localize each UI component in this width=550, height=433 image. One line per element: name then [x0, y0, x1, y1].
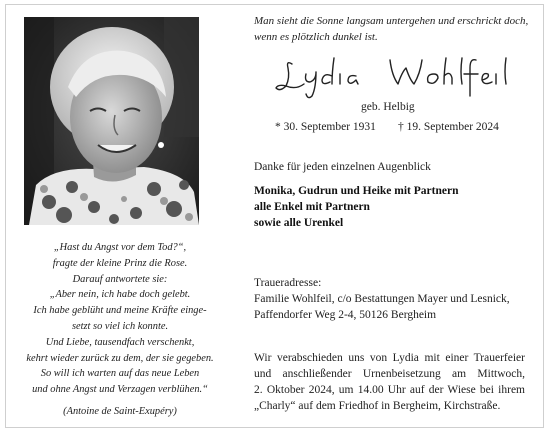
quote-line: Darauf antwortete sie: [72, 273, 168, 285]
address-line: Familie Wohlfeil, c/o Bestattungen Mayer und Lesnick, [254, 293, 510, 305]
funeral-line: „Charly“ auf dem Friedhof in Bergheim, Kirchstraße. [254, 400, 501, 412]
address-line: Paffendorfer Weg 2-4, 50126 Bergheim [254, 309, 437, 321]
quote-line: „Hast du Angst vor dem Tod?“, [53, 242, 187, 253]
signature-text: Lydia Wohlfeil [397, 100, 403, 101]
opening-verse [254, 13, 544, 45]
life-dates [275, 121, 535, 133]
quote-line: So will ich warten auf das neue Leben [40, 368, 200, 380]
quote-block [22, 240, 218, 420]
funeral-line: 2. Oktober 2024, um 14.00 Uhr auf der Wiese bei ihrem [254, 384, 525, 396]
quote-line: Ich habe geblüht und meine Kräfte einge- [33, 305, 207, 317]
quote-author: (Antoine de Saint-Exupéry) [63, 405, 177, 417]
mourners-line: sowie alle Urenkel [254, 217, 344, 229]
birth-date: * 30. September 1931 [275, 121, 376, 133]
quote-line: Und Liebe, tausendfach verschenkt, [45, 336, 195, 348]
birth-name: geb. Helbig [361, 101, 415, 113]
funeral-line: Wir verabschieden uns von Lydia mit einer Trauerfeier [254, 352, 525, 364]
mourners-line: Monika, Gudrun und Heike mit Partnern [254, 185, 459, 197]
funeral-info [254, 350, 525, 414]
quote-line: und ohne Angst und Verzagen verblühen.“ [32, 384, 208, 396]
quote-line: kehrt wieder zurück zu dem, der sie gegeben. [26, 352, 214, 364]
address-label: Traueradresse: [254, 277, 322, 289]
thanks-line: Danke für jeden einzelnen Augenblick [254, 161, 431, 173]
verse-line: wenn es plötzlich dunkel ist. [254, 31, 378, 43]
signature-image [270, 52, 530, 102]
mourners-list [254, 183, 458, 231]
verse-line: Man sieht die Sonne langsam untergehen und erschrickt doch, [254, 15, 529, 27]
death-date: † 19. September 2024 [398, 121, 499, 133]
quote-line: setzt so viel ich konnte. [71, 320, 169, 332]
quote-line: fragte der kleine Prinz die Rose. [52, 257, 188, 269]
portrait-image [24, 17, 199, 225]
funeral-line: und anschließender Urnenbeisetzung am Mittwoch, [254, 368, 525, 380]
portrait-photo [24, 17, 199, 225]
quote-line: „Aber nein, ich habe doch gelebt. [49, 289, 191, 301]
name-signature [270, 52, 530, 102]
mourning-address [254, 275, 510, 323]
mourners-line: alle Enkel mit Partnern [254, 201, 370, 213]
